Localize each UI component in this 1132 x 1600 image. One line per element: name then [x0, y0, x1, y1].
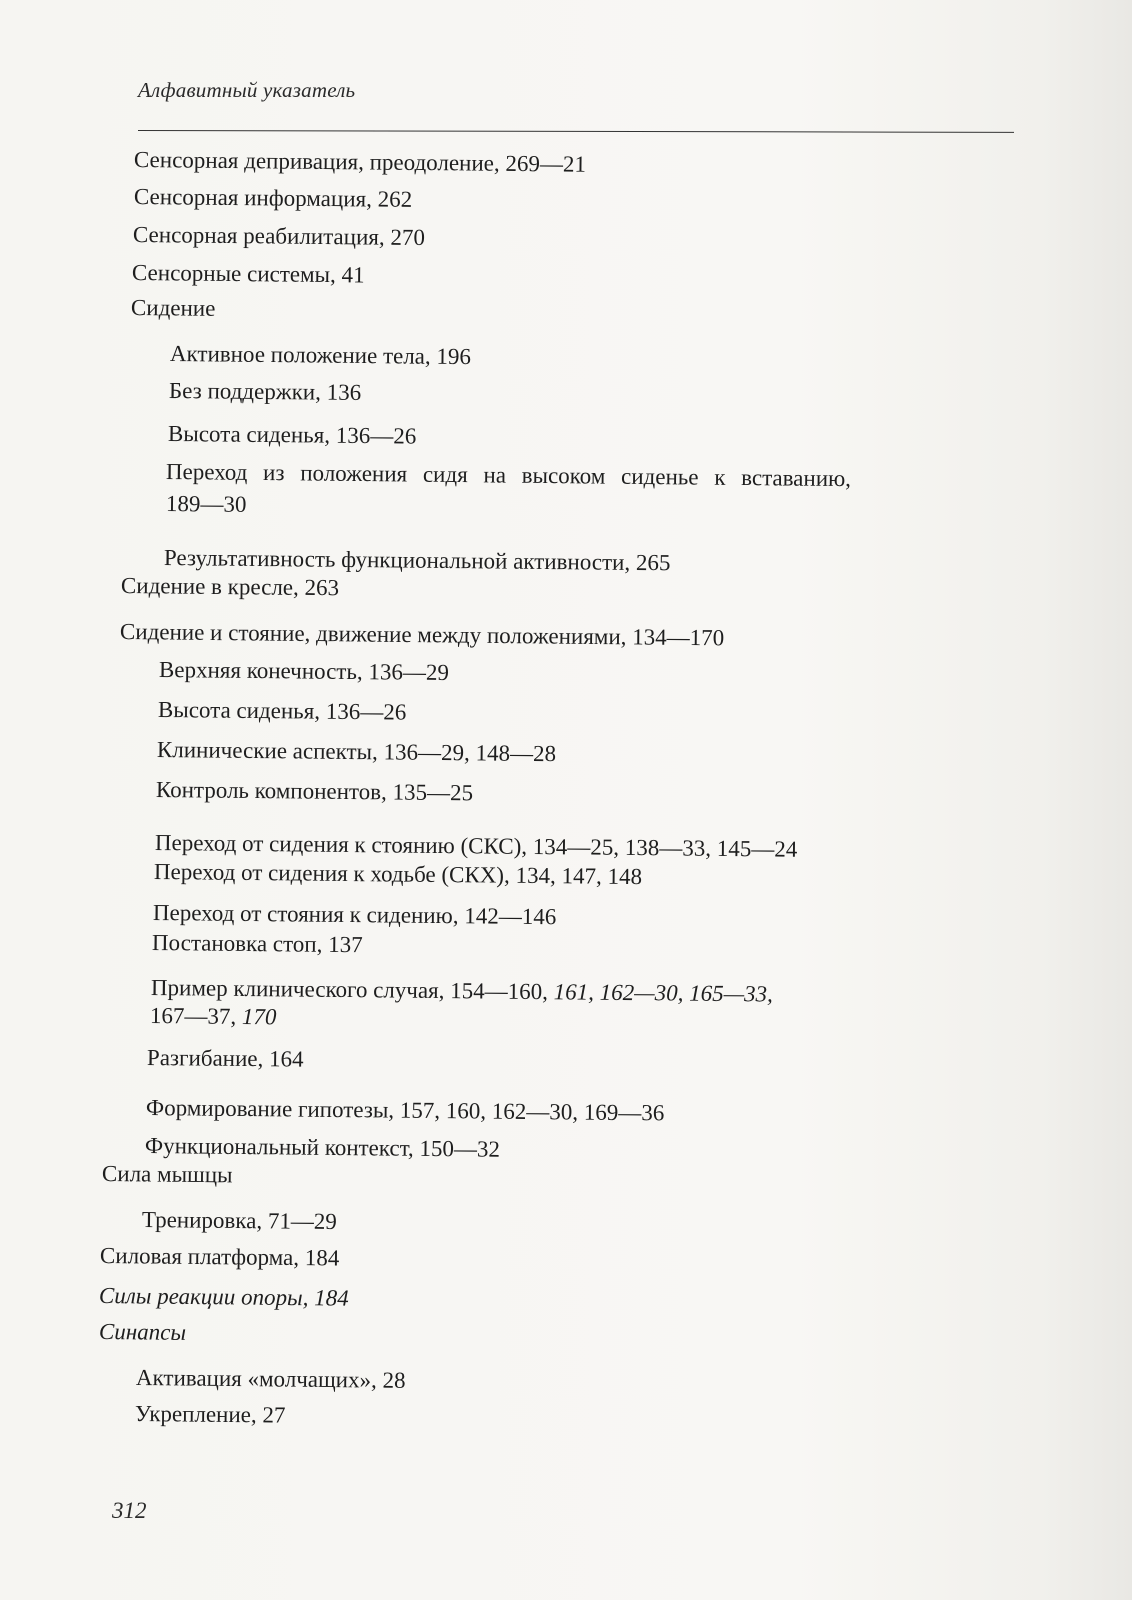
index-subentry: Разгибание, 164 — [146, 1045, 304, 1072]
index-subentry: Переход от стояния к сидению, 142—146 — [152, 900, 557, 930]
index-subentry: Клинические аспекты, 136—29, 148—28 — [156, 737, 557, 767]
index-subentry: Активация «молчащих», 28 — [135, 1365, 406, 1393]
index-subentry: Верхняя конечность, 136—29 — [158, 657, 450, 686]
index-subentry: Формирование гипотезы, 157, 160, 162—30, 169—36 — [145, 1095, 665, 1126]
index-entry: Сила мышцы — [101, 1161, 233, 1188]
index-entry: Сенсорная информация, 262 — [133, 184, 413, 212]
index-subentry: Переход от сидения к ходьбе (СКХ), 134, 147, 148 — [153, 859, 643, 890]
index-subentry: Контроль компонентов, 135—25 — [155, 777, 474, 806]
index-subentry: Активное положение тела, 196 — [169, 341, 472, 370]
index-entry: Синапсы — [98, 1319, 187, 1345]
index-entry: Силовая платформа, 184 — [99, 1243, 340, 1271]
index-entries — [96, 138, 996, 1438]
index-entry: Сенсорная реабилитация, 270 — [132, 222, 426, 251]
index-entry: Сидение и стояние, движение между положениями, 134—170 — [119, 619, 725, 651]
running-header-title: Алфавитный указатель — [138, 78, 356, 102]
index-entry: Сенсорные системы, 41 — [131, 260, 365, 288]
index-subentry: Высота сиденья, 136—26 — [157, 697, 407, 725]
index-subentry-continuation: 189—30 — [165, 491, 247, 517]
index-entry: Сидение в кресле, 263 — [120, 573, 340, 601]
index-entry: Сенсорная депривация, преодоление, 269—21 — [133, 147, 587, 177]
index-subentry: Переход от сидения к стоянию (СКС), 134—25, 138—33, 145—24 — [154, 830, 798, 862]
index-subentry: Укрепление, 27 — [134, 1401, 286, 1428]
index-subentry-continuation — [150, 1002, 277, 1031]
running-header — [138, 72, 1018, 134]
index-entry: Сидение — [130, 295, 216, 321]
entry-part-regular: Пример клинического случая, 154—160, — [150, 975, 554, 1005]
index-subentry: Без поддержки, 136 — [168, 378, 362, 406]
entry-part-italic: 161, 162—30, 165—33, — [553, 979, 773, 1007]
header-rule — [138, 130, 1014, 133]
entry-part-regular: 167—37, — [149, 1003, 243, 1029]
index-subentry: Тренировка, 71—29 — [141, 1207, 338, 1235]
index-subentry: Переход из положения сидя на высоком сиденье к вставанию, — [165, 459, 852, 492]
index-subentry: Функциональный контекст, 150—32 — [144, 1133, 501, 1162]
index-subentry: Высота сиденья, 136—26 — [167, 421, 417, 449]
index-subentry: Результативность функциональной активности, 265 — [163, 545, 671, 576]
index-subentry: Постановка стоп, 137 — [151, 930, 363, 958]
entry-part-italic: 170 — [241, 1003, 277, 1030]
index-entry: Силы реакции опоры, 184 — [98, 1283, 349, 1311]
page-number: 312 — [112, 1498, 147, 1523]
